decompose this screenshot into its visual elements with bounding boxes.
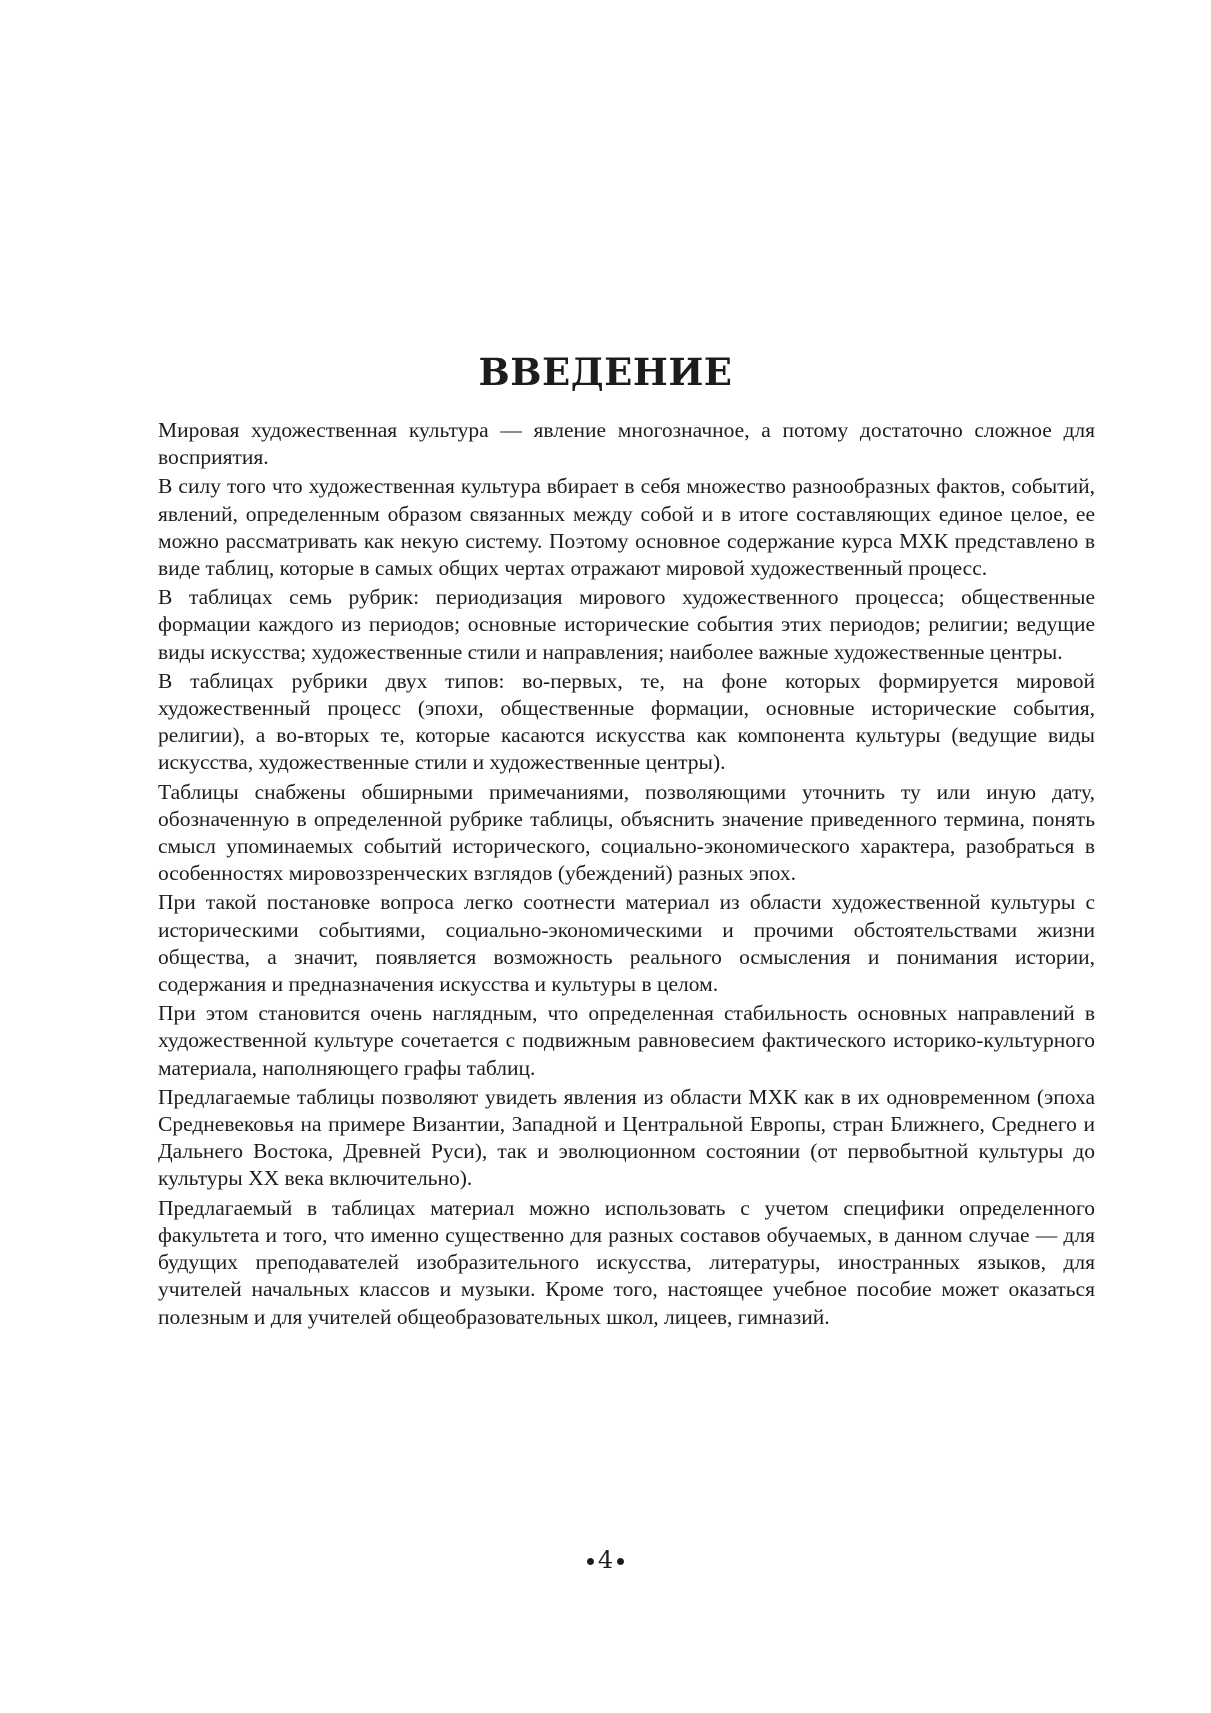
paragraph: При такой постановке вопроса легко соотнести материал из области художественной культуры с историческими событиями, социально-экономическими и прочими обстоятельствами жизни общества, а значит, появляется возможность реального осмысления и понимания истории, содержания и предназначения искусства и культуры в целом. — [158, 890, 1095, 997]
body-text — [158, 417, 1095, 1333]
paragraph: В таблицах семь рубрик: периодизация мирового художественного процесса; общественные формации каждого из периодов; основные исторические события этих периодов; религии; ведущие виды искусства; художественные стили и направления; наиболее важные художественные центры. — [158, 585, 1095, 664]
page-number-value: 4 — [597, 1546, 614, 1574]
bullet-dot-icon — [617, 1558, 624, 1565]
paragraph: Предлагаемый в таблицах материал можно использовать с учетом специфики определенного факультета и того, что именно существенно для разных составов обучаемых, в данном случае — для будущих преподавателей изобразительного искусства, литературы, иностранных языков, для учителей начальных классов и музыки. Кроме того, настоящее учебное пособие может оказаться полезным и для учителей общеобразовательных школ, лицеев, гимназий. — [158, 1195, 1095, 1329]
paragraph: В силу того что художественная культура вбирает в себя множество разнообразных фактов, событий, явлений, определенным образом связанных между собой и в итоге составляющих единое целое, ее можно рассматривать как некую систему. Поэтому основное содержание курса МХК представлено в виде таблиц, которые в самых общих чертах отражают мировой художественный процесс. — [158, 474, 1095, 581]
paragraph: Таблицы снабжены обширными примечаниями, позволяющими уточнить ту или иную дату, обозначенную в определенной рубрике таблицы, объяснить значение приведенного термина, понять смысл упоминаемых событий исторического, социально-экономического характера, разобраться в особенностях мировоззренческих взглядов (убеждений) разных эпох. — [158, 779, 1095, 886]
page-number — [0, 1545, 1211, 1575]
page-title: ВВЕДЕНИЕ — [478, 350, 733, 394]
paragraph: Мировая художественная культура — явление многозначное, а потому достаточно сложное для восприятия. — [158, 418, 1095, 470]
paragraph: Предлагаемые таблицы позволяют увидеть явления из области МХК как в их одновременном (эпоха Средневековья на примере Византии, Западной и Центральной Европы, стран Ближнего, Среднего и Дальнего Востока, Древней Руси), так и эволюционном состоянии (от первобытной культуры до культуры XX века включительно). — [158, 1084, 1095, 1191]
paragraph: В таблицах рубрики двух типов: во-первых, те, на фоне которых формируется мировой художественный процесс (эпохи, общественные формации, основные исторические события, религии), а во-вторых те, которые касаются искусства как компонента культуры (ведущие виды искусства, художественные стили и художественные центры). — [158, 668, 1095, 775]
paragraph: При этом становится очень наглядным, что определенная стабильность основных направлений в художественной культуре сочетается с подвижным равновесием фактического историко-культурного материала, наполняющего графы таблиц. — [158, 1001, 1095, 1080]
bullet-dot-icon — [587, 1558, 594, 1565]
